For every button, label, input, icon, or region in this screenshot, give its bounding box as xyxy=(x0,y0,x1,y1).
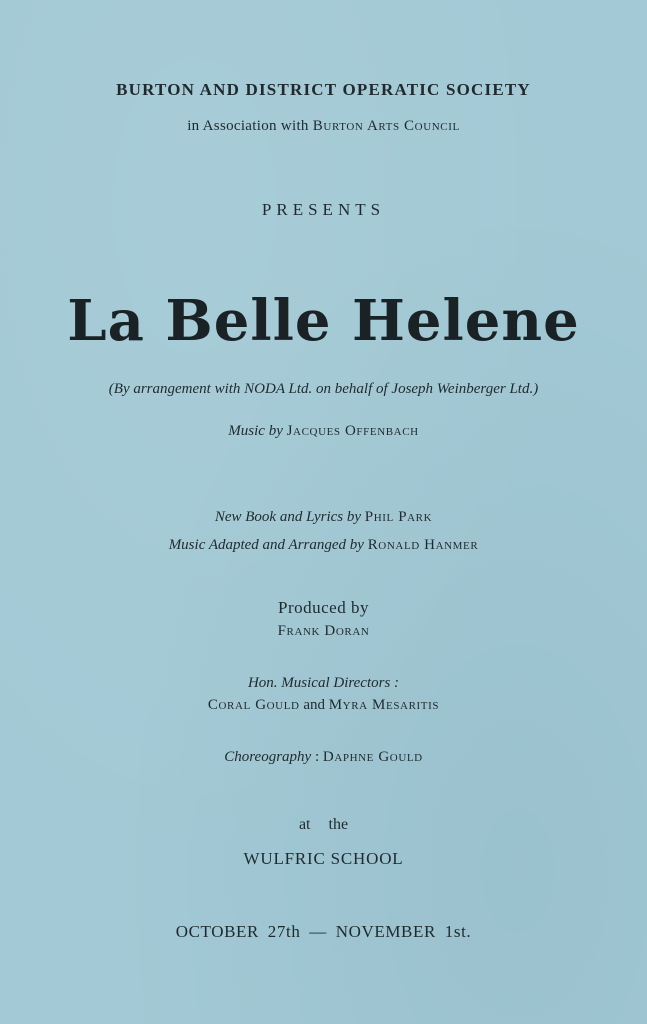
choreographer-name: Daphne Gould xyxy=(322,749,423,765)
arranger-name: Ronald Hanmer xyxy=(367,537,479,553)
book-credit xyxy=(0,509,647,526)
arranger-credit-label: Music Adapted and Arranged by xyxy=(168,537,364,553)
choreography-label: Choreography xyxy=(224,749,312,765)
arranger-credit xyxy=(0,537,647,554)
performance-dates: OCTOBER 27th — NOVEMBER 1st. xyxy=(175,922,472,941)
choreography-separator: : xyxy=(314,749,320,765)
society-name: BURTON AND DISTRICT OPERATIC SOCIETY xyxy=(116,80,531,99)
choreography-credit xyxy=(0,749,647,766)
association-prefix: in Association with xyxy=(187,118,309,134)
presents-label: PRESENTS xyxy=(261,200,386,219)
venue-name: WULFRIC SCHOOL xyxy=(243,849,404,868)
music-credit xyxy=(0,423,647,440)
show-title: La Belle Helene xyxy=(67,288,580,354)
musical-directors-label: Hon. Musical Directors : xyxy=(247,675,400,691)
association-name: Burton Arts Council xyxy=(312,118,460,134)
producer-name: Frank Doran xyxy=(277,623,370,639)
director-name-1: Coral Gould xyxy=(207,697,300,713)
venue-prefix: at the xyxy=(298,816,349,833)
producer-label: Produced by xyxy=(278,598,369,617)
music-credit-label: Music by xyxy=(228,423,283,439)
composer-name: Jacques Offenbach xyxy=(286,423,419,439)
association-line xyxy=(0,118,647,135)
director-name-2: Myra Mesaritis xyxy=(328,697,440,713)
directors-conjunction: and xyxy=(303,697,325,713)
book-credit-label: New Book and Lyrics by xyxy=(214,509,362,525)
musical-directors-names xyxy=(0,697,647,714)
lyricist-name: Phil Park xyxy=(364,509,433,525)
arrangement-note: (By arrangement with NODA Ltd. on behalf of Joseph Weinberger Ltd.) xyxy=(108,381,539,397)
